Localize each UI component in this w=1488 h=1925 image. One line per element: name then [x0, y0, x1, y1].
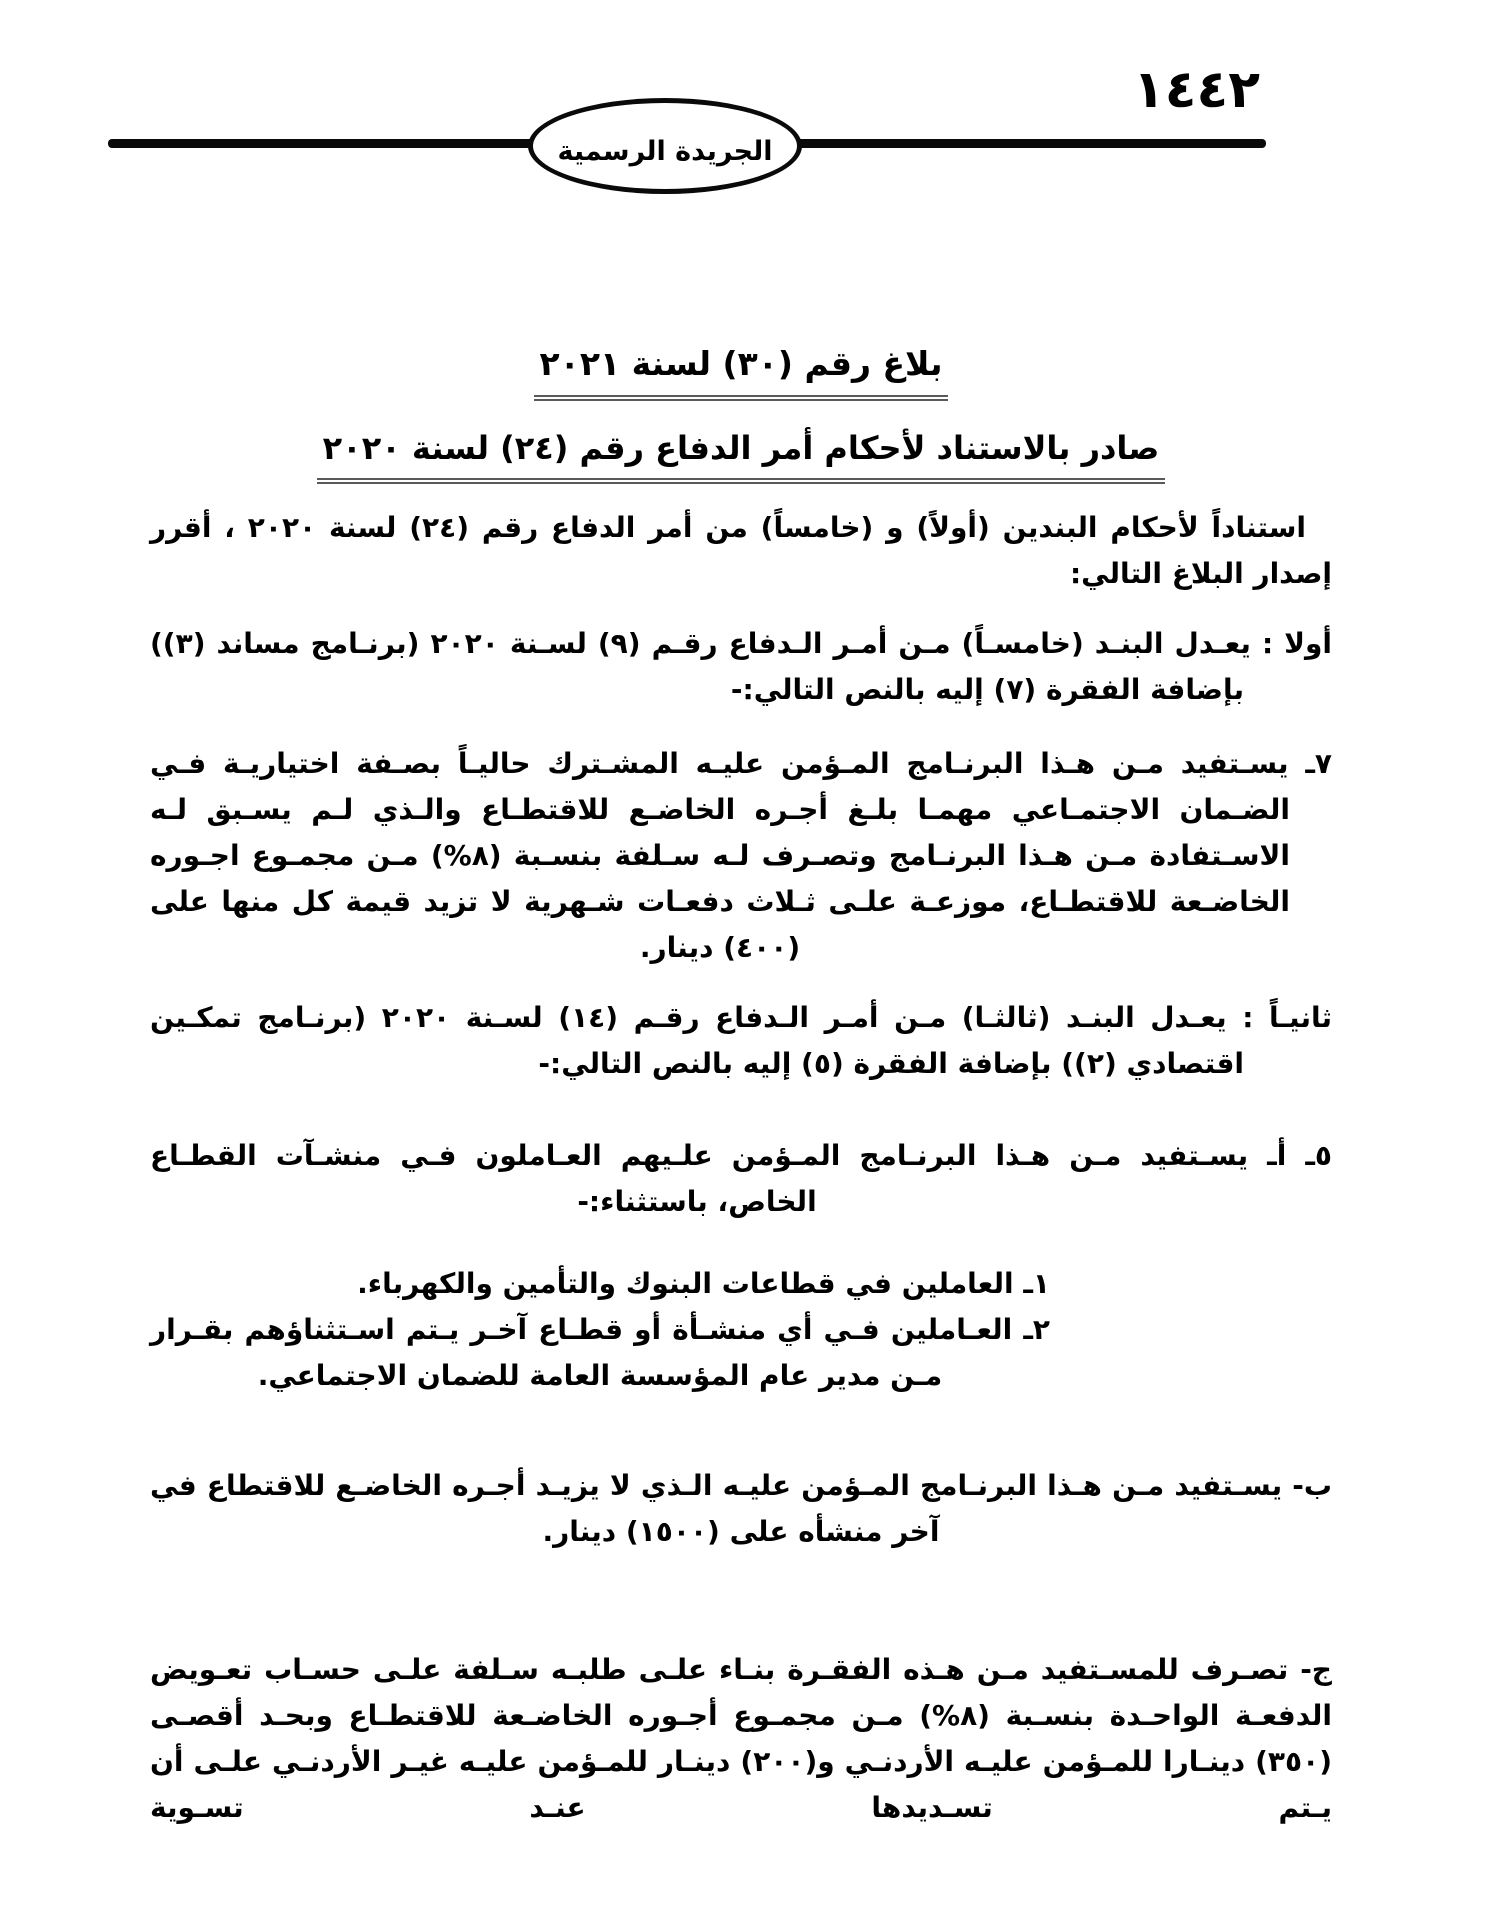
clause-five-a: ٥ـ أـ يسـتفيد مـن هـذا البرنـامج المـؤمن علـيهم العـاملون فـي منشـآت القطـاع الخاص، باستثناء:- [150, 1139, 1332, 1218]
document-body [150, 505, 1332, 1831]
section-first-text: يعـدل البنـد (خامسـاً) مـن أمـر الـدفاع رقـم (٩) لسـنة ٢٠٢٠ (برنـامج مساند (٣)) بإضافة الفقرة (٧) إليه بالنص التالي:- [150, 627, 1251, 706]
exceptions-list [150, 1261, 1050, 1399]
clause-five-b: ب- يسـتفيد مـن هـذا البرنـامج المـؤمن عليـه الـذي لا يزيـد أجـره الخاضـع للاقتطاع في آخر منشأه على (١٥٠٠) دينار. [150, 1469, 1332, 1548]
exception-item-2: ٢ـ العـاملين فـي أي منشـأة أو قطـاع آخـر يـتم اسـتثناؤهم بقـرار مـن مدير عام المؤسسة العامة للضمان الاجتماعي. [150, 1313, 1050, 1392]
section-second-text: يعـدل البنـد (ثالثـا) مـن أمـر الـدفاع رقـم (١٤) لسـنة ٢٠٢٠ (برنـامج تمكـين اقتصادي (٢)) بإضافة الفقرة (٥) إليه بالنص التالي:- [150, 1001, 1244, 1080]
clause-five-c: ج- تصـرف للمسـتفيد مـن هـذه الفقـرة بنـاء علـى طلبـه سـلفة علـى حسـاب تعـويض الدفعـة الواحـدة بنسـبة (٨%) مـن مجمـوع أجـوره الخاضـعة للاقتطـاع وبحـد أقصـى (٣٥٠) دينـارا للمـؤمن عليـه الأردنـي و(٢٠٠) دينـار للمـؤمن عليـه غيـر الأردنـي علـى أن يـتم تسـديدها عنـد تسـوية [150, 1653, 1332, 1824]
gazette-name: الجريدة الرسمية [557, 135, 773, 167]
intro-paragraph: استناداً لأحكام البندين (أولاً) و (خامساً) من أمر الدفاع رقم (٢٤) لسنة ٢٠٢٠ ، أقرر إصدار البلاغ التالي: [150, 511, 1332, 590]
clause-seven: ٧ـ يسـتفيد مـن هـذا البرنـامج المـؤمن عليـه المشـترك حاليـاً بصـفة اختياريـة فـي الضـمان الاجتمـاعي مهمـا بلـغ أجـره الخاضـع للاقتطـاع والـذي لـم يسـبق لـه الاسـتفادة مـن هـذا البرنـامج وتصـرف لـه سـلفة بنسـبة (٨%) مـن مجمـوع اجـوره الخاضـعة للاقتطـاع، موزعـة علـى ثـلاث دفعـات شـهرية لا تزيد قيمة كل منها على (٤٠٠) دينار. [150, 747, 1332, 964]
communique-subtitle [150, 427, 1332, 484]
section-first [150, 621, 1333, 713]
gazette-seal [528, 98, 802, 194]
communique-title-text: بلاغ رقم (٣٠) لسنة ٢٠٢١ [534, 342, 949, 401]
page-number: ١٤٤٢ [1133, 60, 1260, 120]
title-block [150, 342, 1332, 510]
section-second-label: ثانيـاً : [1242, 1001, 1333, 1034]
section-first-label: أولا : [1261, 627, 1333, 660]
communique-title [150, 342, 1332, 401]
exception-item-1: ١ـ العاملين في قطاعات البنوك والتأمين والكهرباء. [357, 1267, 1050, 1300]
communique-subtitle-text: صادر بالاستناد لأحكام أمر الدفاع رقم (٢٤) لسنة ٢٠٢٠ [317, 427, 1166, 484]
section-second [150, 995, 1333, 1087]
